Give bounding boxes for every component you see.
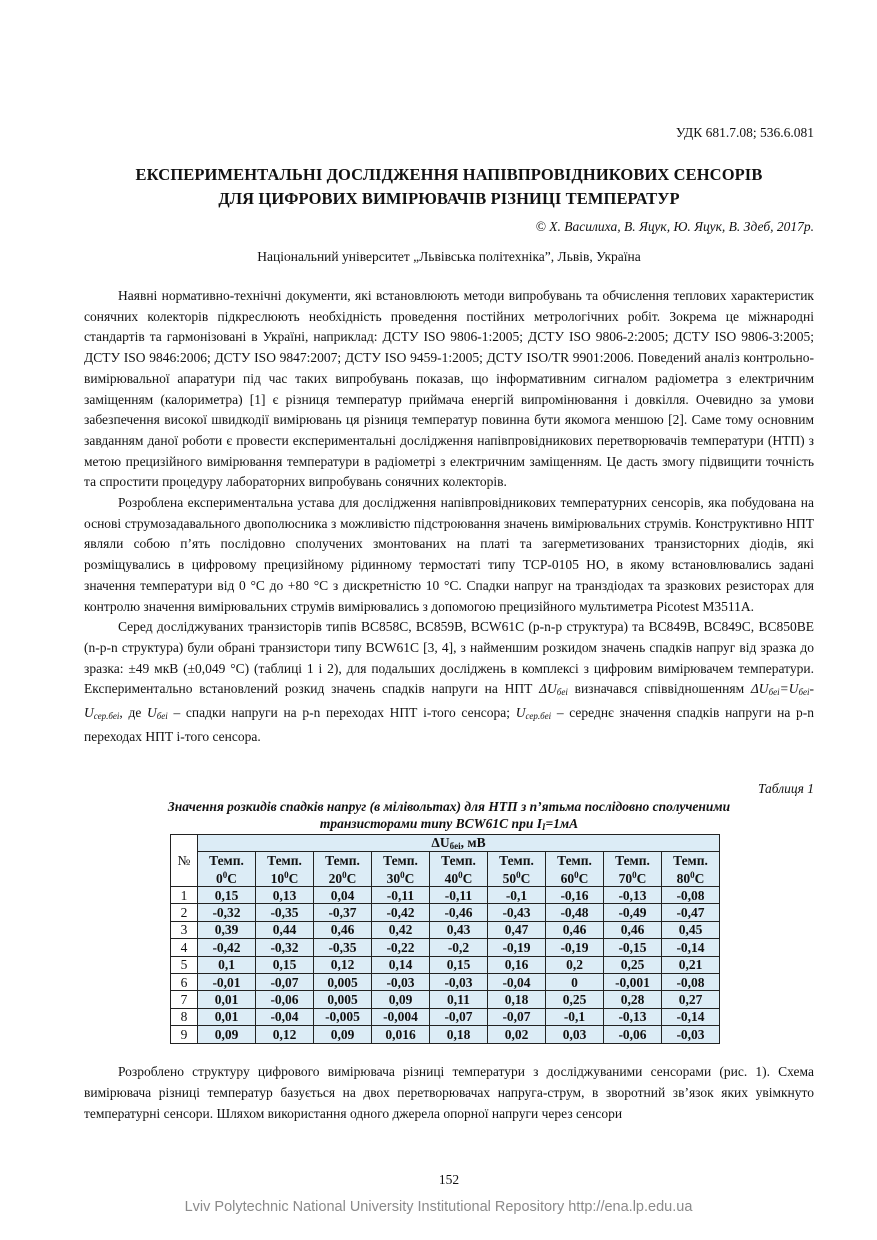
table-cell: 0,21 — [662, 956, 720, 973]
p3-eq3: -U — [84, 681, 814, 721]
table-cell: -0,43 — [488, 904, 546, 921]
table-cell: -0,14 — [662, 1008, 720, 1025]
table-header-row-2 — [171, 852, 720, 887]
paragraph-1: Наявні нормативно-технічні документи, які встановлюють методи випробувань та обчислення теплових характеристик сонячних колекторів підкреслюють необхідність проведення постійних метрологічних робіт. Зокрема це міжнародні стандартів та гармонізовані в Україні, наприклад: ДСТУ ISO 9806-1:2005; ДСТУ ISO 9806-2:2005; ДСТУ ISO 9806-3:2005; ДСТУ ISO 9846:2006; ДСТУ ISO 9847:2007; ДСТУ ISO 9459-1:2005; ДСТУ ISO/TR 9901:2006. Поведений аналіз контрольно-вимірювальної апаратури під час таких випробувань показав, що інформативним сигналом радіометра з електричним заміщенням (калориметра) [1] є різниця температур приймача енергій випромінювання і довкілля. Очевидно за умови забезпечення високої швидкодії вимірювань ця різниця температур повинна бути якомога меншою [2]. Саме тому основним завданням даної роботи є провести експериментальні дослідження напівпровідникових перетворювачів температури (НТП) з метою прецизійного вимірювання температури в радіометрі з електричним заміщенням. Це дасть змогу підвищити точність та спростити процедуру лабораторних випробувань сонячних колекторів. — [84, 288, 814, 490]
table-cell: 0,14 — [372, 956, 430, 973]
table-cell: 0,27 — [662, 991, 720, 1008]
header-du-symbol: ΔU — [431, 835, 450, 850]
affiliation: Національний університет „Львівська політехніка”, Львів, Україна — [257, 249, 641, 264]
header-temp-unit: C — [227, 870, 237, 886]
table-cell: 0,18 — [430, 1026, 488, 1043]
p3-text-b: визначався співвідношенням — [567, 681, 751, 697]
paragraph-3 — [84, 617, 814, 747]
table-row — [171, 939, 720, 956]
table-cell: 0,28 — [604, 991, 662, 1008]
table-cell: -0,03 — [372, 973, 430, 990]
row-number: 5 — [171, 956, 198, 973]
table-cell: -0,32 — [256, 939, 314, 956]
header-temp-label: Темп. — [615, 852, 650, 868]
table-cell: -0,13 — [604, 887, 662, 904]
header-temp-value: $50^0C$ — [502, 869, 531, 886]
table-cell: -0,08 — [662, 973, 720, 990]
table-cell: 0,04 — [314, 887, 372, 904]
body-text-after-table — [84, 1061, 814, 1124]
p3-symbol-du: ΔU — [539, 681, 557, 697]
table-caption-line-2 — [84, 815, 814, 836]
table-cell: -0,14 — [662, 939, 720, 956]
header-temp-label: Темп. — [499, 852, 534, 868]
header-temp-label: Темп. — [209, 852, 244, 868]
table-cell: 0,12 — [256, 1026, 314, 1043]
header-temp-80 — [662, 852, 720, 887]
table-cell: -0,42 — [198, 939, 256, 956]
table-row — [171, 921, 720, 938]
caption-text-end: =1мА — [545, 816, 579, 831]
row-number: 3 — [171, 921, 198, 938]
header-temp-unit: C — [636, 870, 647, 886]
table-cell: 0 — [546, 973, 604, 990]
table-cell: -0,46 — [430, 904, 488, 921]
header-temp-unit: C — [462, 870, 473, 886]
table-cell: -0,35 — [314, 939, 372, 956]
table-cell: 0,46 — [604, 921, 662, 938]
header-temp-label: Темп. — [383, 852, 418, 868]
table-cell: -0,07 — [488, 1008, 546, 1025]
table-cell: -0,04 — [256, 1008, 314, 1025]
header-temp-label: Темп. — [325, 852, 360, 868]
header-temp-20 — [314, 852, 372, 887]
table-cell: -0,06 — [604, 1026, 662, 1043]
table-cell: -0,49 — [604, 904, 662, 921]
table-cell: 0,13 — [256, 887, 314, 904]
table-cell: 0,09 — [314, 1026, 372, 1043]
header-temp-0 — [198, 852, 256, 887]
table-cell: 0,1 — [198, 956, 256, 973]
table-cell: 0,44 — [256, 921, 314, 938]
table-cell: 0,11 — [430, 991, 488, 1008]
header-temp-value: $70^0C$ — [618, 869, 647, 886]
header-temp-number: 50 — [502, 870, 517, 886]
table-cell: 0,46 — [546, 921, 604, 938]
header-temp-number: 0 — [216, 870, 223, 886]
table-row — [171, 1008, 720, 1025]
p3-symbol-u2-sub: сер.бei — [525, 711, 552, 722]
table-cell: 0,47 — [488, 921, 546, 938]
table-cell: -0,04 — [488, 973, 546, 990]
table-cell: 0,25 — [546, 991, 604, 1008]
header-temp-value: $20^0C$ — [328, 869, 357, 886]
repository-footer: Lviv Polytechnic National University Institutional Repository http://ena.lp.edu.ua — [184, 1199, 693, 1215]
header-temp-number: 80 — [676, 870, 691, 886]
table-cell: -0,07 — [256, 973, 314, 990]
table-row — [171, 991, 720, 1008]
header-temp-unit: C — [578, 870, 589, 886]
table-cell: -0,48 — [546, 904, 604, 921]
table-cell: 0,005 — [314, 991, 372, 1008]
header-temp-value: $60^0C$ — [560, 869, 589, 886]
table-row — [171, 956, 720, 973]
table-cell: 0,15 — [256, 956, 314, 973]
header-temp-40 — [430, 852, 488, 887]
p3-eq3-sub: сер.бei — [93, 711, 120, 722]
p3-eq2: =U — [779, 681, 799, 697]
table-cell: 0,15 — [430, 956, 488, 973]
header-temp-unit: C — [346, 870, 357, 886]
header-temp-number: 20 — [328, 870, 343, 886]
authors: © Х. Василиха, В. Яцук, Ю. Яцук, В. Здеб, 2017р. — [535, 219, 814, 234]
page-number: 152 — [438, 1172, 460, 1187]
p3-symbol-u-sub: бei — [156, 711, 168, 722]
table-cell: 0,09 — [372, 991, 430, 1008]
table-cell: -0,11 — [430, 887, 488, 904]
header-du-unit: , мВ — [460, 835, 486, 850]
table-cell: -0,47 — [662, 904, 720, 921]
table-caption-line-1: Значення розкидів спадків напруг (в мілівольтах) для НТП з п’ятьма послідовно сполученими — [167, 799, 731, 814]
row-number: 2 — [171, 904, 198, 921]
table-cell: 0,005 — [314, 973, 372, 990]
table-row — [171, 887, 720, 904]
caption-text: транзисторами типу BCW61C при I — [319, 816, 542, 831]
table-cell: 0,45 — [662, 921, 720, 938]
table-cell: -0,35 — [256, 904, 314, 921]
paper-title — [84, 163, 814, 211]
p3-text-c: , де — [119, 705, 147, 721]
table-cell: -0,1 — [546, 1008, 604, 1025]
table-cell: -0,22 — [372, 939, 430, 956]
table-cell: 0,02 — [488, 1026, 546, 1043]
table-cell: -0,19 — [546, 939, 604, 956]
p3-text-a: Серед досліджуваних транзисторів типів BC858C, BC859B, BCW61C (p-n-p структура) та BC849B, BC849C, BC850BE (n-p-n структура) були обрані транзистори типу BCW61C [3, 4], з найменшим розкидом значень спадків напруг від зразка до зразка: ±49 мкВ (±0,049 °С) (таблиці 1 і 2), для подальших досліджень в комплексі з цифровим вимірювачем температури. Експериментально встановлений розкид значень спадків напруги на НПТ — [84, 619, 814, 697]
paragraph-2: Розроблена експериментальна устава для дослідження напівпровідникових температурних сенсорів, яка побудована на основі струмозадавального двополюсника з можливістю підстроювання значень вимірювальних струмів. Конструктивно НПТ являли собою п’ять послідовно сполучених змонтованих на платі та загерметизованих транзисторних діодів, які розміщувались в цифровому прецизійному рідинному термостаті типу ТСР-0105 НО, в якому встановлювались задані значення температури від 0 °С до +80 °С з дискретністю 10 °С. Спадки напруг на транздіодах та зразкових резисторах для контролю значення вимірювальних струмів вимірювались з допомогою прецизійного мультиметра Picotest M3511A. — [84, 495, 814, 614]
p3-sub: бei — [556, 687, 568, 698]
table-cell: 0,42 — [372, 921, 430, 938]
table-cell: -0,37 — [314, 904, 372, 921]
header-temp-unit: C — [694, 870, 705, 886]
table-cell: 0,01 — [198, 991, 256, 1008]
table-cell: 0,09 — [198, 1026, 256, 1043]
table-cell: -0,07 — [430, 1008, 488, 1025]
p3-eq2-sub: бei — [798, 687, 810, 698]
table-cell: -0,001 — [604, 973, 662, 990]
table-cell: -0,13 — [604, 1008, 662, 1025]
table-cell: -0,11 — [372, 887, 430, 904]
table-number: Таблиця 1 — [757, 781, 814, 796]
table-cell: 0,16 — [488, 956, 546, 973]
header-number: № — [171, 835, 198, 887]
header-temp-60 — [546, 852, 604, 887]
header-temp-label: Темп. — [673, 852, 708, 868]
table-cell: 0,46 — [314, 921, 372, 938]
header-temp-value: $10^0C$ — [270, 869, 299, 886]
header-temp-30 — [372, 852, 430, 887]
header-temp-unit: C — [520, 870, 531, 886]
table-cell: 0,03 — [546, 1026, 604, 1043]
table-body — [171, 887, 720, 1044]
row-number: 4 — [171, 939, 198, 956]
table-row — [171, 1026, 720, 1043]
title-line-2: ДЛЯ ЦИФРОВИХ ВИМІРЮВАЧІВ РІЗНИЦІ ТЕМПЕРАТУР — [218, 189, 680, 208]
header-temp-number: 60 — [560, 870, 575, 886]
row-number: 6 — [171, 973, 198, 990]
p3-eq1: ΔU — [750, 681, 769, 697]
header-temp-number: 10 — [270, 870, 285, 886]
table-cell: -0,004 — [372, 1008, 430, 1025]
caption-sub: I — [541, 822, 546, 832]
header-temp-value: $0^0C$ — [216, 869, 237, 886]
table-cell: 0,43 — [430, 921, 488, 938]
header-temp-unit: C — [288, 870, 299, 886]
p3-symbol-u: U — [147, 705, 157, 721]
table-row — [171, 904, 720, 921]
header-temp-10 — [256, 852, 314, 887]
header-temp-label: Темп. — [557, 852, 592, 868]
header-temp-unit: C — [404, 870, 415, 886]
table-cell: -0,32 — [198, 904, 256, 921]
table-row — [171, 973, 720, 990]
table-cell: -0,06 — [256, 991, 314, 1008]
header-temp-number: 30 — [386, 870, 401, 886]
p3-symbol-u2: U — [515, 705, 526, 721]
header-temp-50 — [488, 852, 546, 887]
table-cell: 0,15 — [198, 887, 256, 904]
table-cell: 0,18 — [488, 991, 546, 1008]
p3-eq1-sub: бei — [768, 687, 780, 698]
p3-text-e: – середнє значення спадків напруги на p-n переходах НПТ i-того сенсора. — [84, 705, 814, 744]
table-cell: -0,19 — [488, 939, 546, 956]
row-number: 1 — [171, 887, 198, 904]
row-number: 7 — [171, 991, 198, 1008]
table-cell: -0,1 — [488, 887, 546, 904]
header-temp-label: Темп. — [267, 852, 302, 868]
table-cell: -0,03 — [662, 1026, 720, 1043]
table-cell: -0,005 — [314, 1008, 372, 1025]
table-cell: -0,01 — [198, 973, 256, 990]
header-temp-number: 70 — [618, 870, 633, 886]
table-cell: -0,2 — [430, 939, 488, 956]
header-temp-number: 40 — [444, 870, 459, 886]
table-caption — [84, 798, 814, 836]
table-cell: 0,39 — [198, 921, 256, 938]
table-cell: -0,16 — [546, 887, 604, 904]
header-temp-label: Темп. — [441, 852, 476, 868]
table-cell: -0,42 — [372, 904, 430, 921]
table-cell: 0,12 — [314, 956, 372, 973]
header-temp-value: $40^0C$ — [444, 869, 473, 886]
header-temp-value: $30^0C$ — [386, 869, 415, 886]
table-header-row-1 — [171, 835, 720, 852]
p3-text-d: – спадки напруги на p-n переходах НПТ i-того сенсора; — [167, 705, 516, 721]
row-number: 8 — [171, 1008, 198, 1025]
body-text — [84, 286, 814, 747]
table-cell: -0,03 — [430, 973, 488, 990]
table-cell: 0,2 — [546, 956, 604, 973]
header-temp-value: $80^0C$ — [676, 869, 705, 886]
paragraph-4: Розроблено структуру цифрового вимірювача різниці температури з досліджуваними сенсорами (рис. 1). Схема вимірювача різниці температур базується на двох перетворювачах напруга-струм, в зворотний зв’язок яких увімкнуто температурні сенсори. Шляхом використання одного джерела опорної напруги через сенсори — [84, 1064, 814, 1121]
header-temp-70 — [604, 852, 662, 887]
data-table — [170, 834, 720, 1044]
table-cell: 0,01 — [198, 1008, 256, 1025]
row-number: 9 — [171, 1026, 198, 1043]
header-delta-u — [198, 835, 720, 852]
table-cell: -0,15 — [604, 939, 662, 956]
title-line-1: ЕКСПЕРИМЕНТАЛЬНІ ДОСЛІДЖЕННЯ НАПІВПРОВІДНИКОВИХ СЕНСОРІВ — [135, 165, 763, 184]
header-du-sub: бei — [449, 841, 461, 851]
table-cell: 0,016 — [372, 1026, 430, 1043]
table-cell: -0,08 — [662, 887, 720, 904]
table-cell: 0,25 — [604, 956, 662, 973]
udk-code: УДК 681.7.08; 536.6.081 — [675, 125, 814, 140]
